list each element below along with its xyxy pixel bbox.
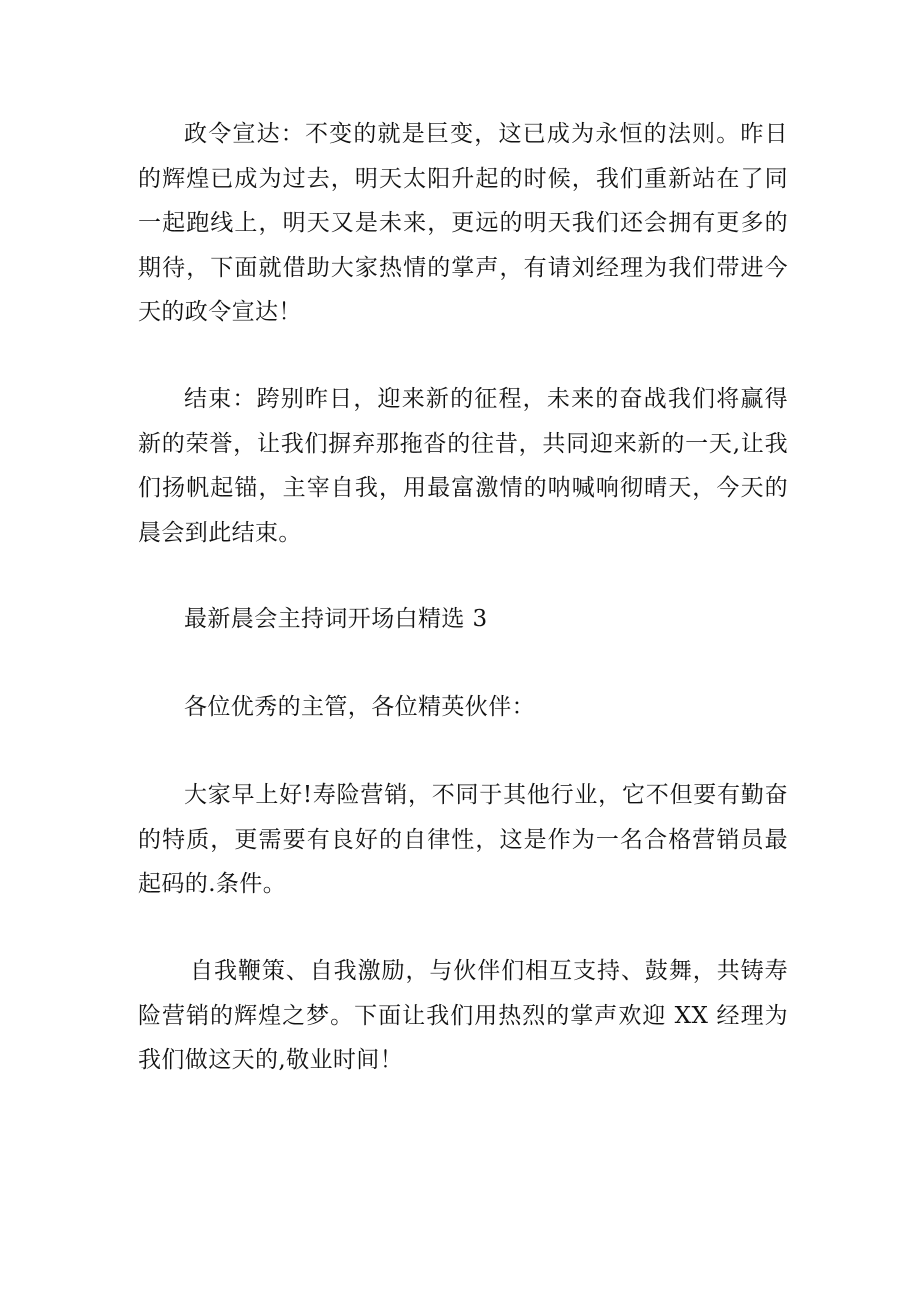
- paragraph-encouragement: 自我鞭策、自我激励，与伙伴们相互支持、鼓舞，共铸寿险营销的辉煌之梦。下面让我们用热烈的掌声欢迎 XX 经理为我们做这天的,敬业时间！: [138, 958, 788, 1073]
- paragraph-opening-remarks: 大家早上好!寿险营销，不同于其他行业，它不但要有勤奋的特质，更需要有良好的自律性，这是作为一名合格营销员最起码的.条件。: [138, 782, 788, 897]
- paragraph-greeting: 各位优秀的主管，各位精英伙伴：: [184, 694, 535, 720]
- paragraph-policy-announcement: 政令宣达：不变的就是巨变，这已成为永恒的法则。昨日的辉煌已成为过去，明天太阳升起的时候，我们重新站在了同一起跑线上，明天又是未来，更远的明天我们还会拥有更多的期待，下面就借助大家热情的掌声，有请刘经理为我们带进今天的政令宣达！: [138, 121, 788, 325]
- paragraph-closing: 结束：跨别昨日，迎来新的征程，未来的奋战我们将赢得新的荣誉，让我们摒弃那拖沓的往昔，共同迎来新的一天,让我们扬帆起锚，主宰自我，用最富激情的呐喊响彻晴天，今天的晨会到此结束。: [138, 386, 788, 546]
- section-heading: 最新晨会主持词开场白精选 3: [184, 606, 488, 632]
